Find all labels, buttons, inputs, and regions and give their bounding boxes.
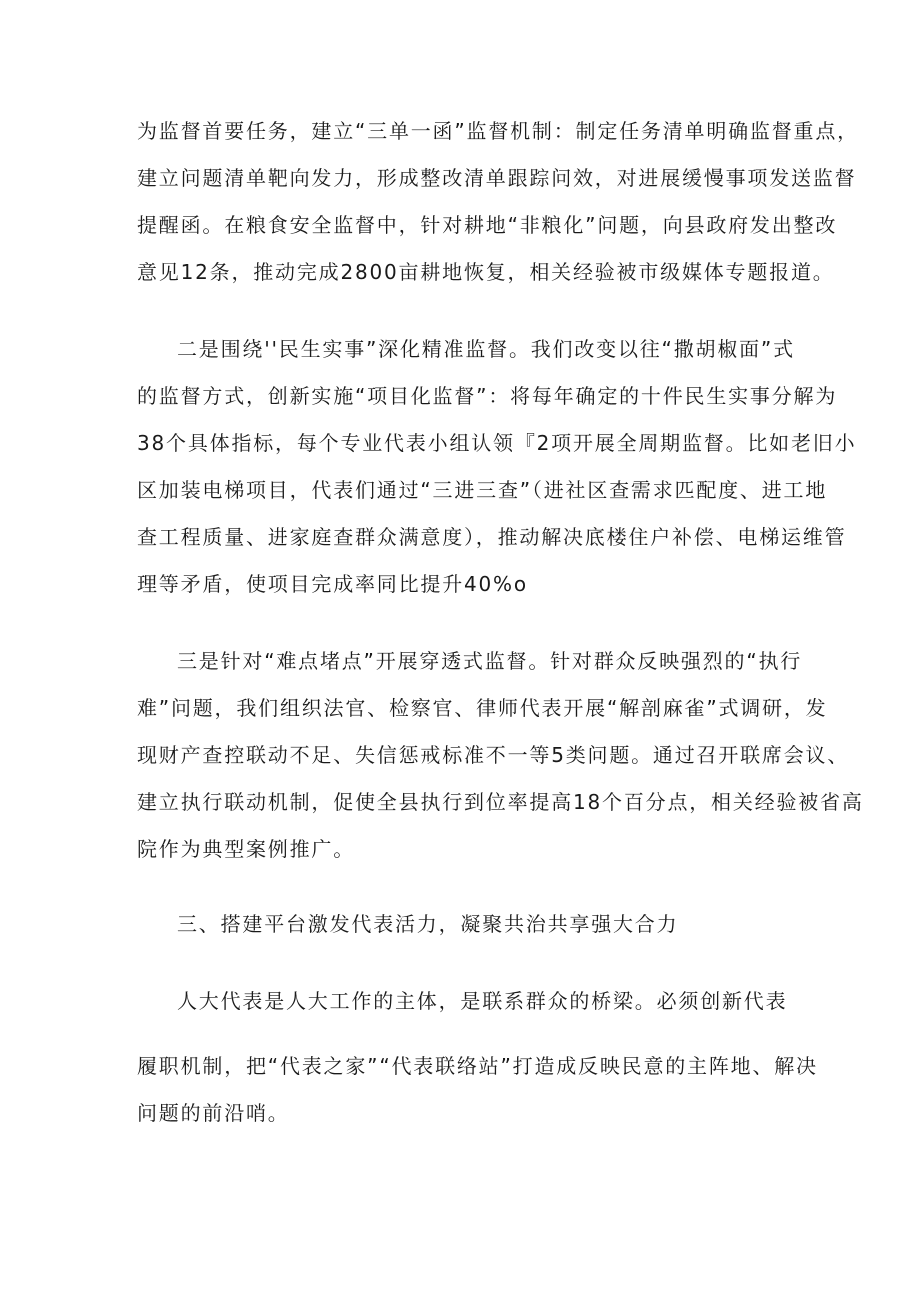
paragraph-1-line-1: 为监督首要任务，建立“三单一函”监督机制：制定任务清单明确监督重点，	[137, 119, 859, 143]
paragraph-3-line-1: 三是针对“难点堵点”开展穿透式监督。针对群众反映强烈的“执行	[177, 649, 803, 673]
paragraph-2-line-1: 二是围绕''民生实事”深化精准监督。我们改变以往“撒胡椒面”式	[177, 337, 795, 361]
paragraph-3-line-5: 院作为典型案例推广。	[137, 837, 355, 861]
paragraph-2-line-4: 区加装电梯项目，代表们通过“三进三查”（进社区查需求匹配度、进工地	[137, 478, 828, 502]
paragraph-3-line-3: 现财产查控联动不足、失信惩戒标准不一等5类问题。通过召开联席会议、	[137, 743, 850, 767]
section-heading: 三、搭建平台激发代表活力，凝聚共治共享强大合力	[177, 912, 679, 936]
paragraph-1-line-2: 建立问题清单靶向发力，形成整改清单跟踪问效，对进展缓慢事项发送监督	[137, 166, 857, 190]
paragraph-1-line-3: 提醒函。在粮食安全监督中，针对耕地“非粮化”问题，向县政府发出整改	[137, 213, 838, 237]
paragraph-2-line-3: 38个具体指标，每个专业代表小组认领『2项开展全周期监督。比如老旧小	[137, 431, 857, 455]
paragraph-4-line-1: 人大代表是人大工作的主体，是联系群众的桥梁。必须创新代表	[177, 989, 788, 1013]
paragraph-5-line-1: 履职机制，把“代表之家”“代表联络站”打造成反映民意的主阵地、解决	[137, 1054, 818, 1078]
paragraph-2-line-2: 的监督方式，创新实施“项目化监督”：将每年确定的十件民生实事分解为	[137, 384, 838, 408]
paragraph-2-line-6: 理等矛盾，使项目完成率同比提升40%o	[137, 572, 528, 596]
paragraph-5-line-2: 问题的前沿哨。	[137, 1101, 290, 1125]
paragraph-1-line-4: 意见12条，推动完成2800亩耕地恢复，相关经验被市级媒体专题报道。	[137, 260, 835, 284]
paragraph-3-line-2: 难”问题，我们组织法官、检察官、律师代表开展“解剖麻雀”式调研，发	[137, 696, 828, 720]
paragraph-3-line-4: 建立执行联动机制，促使全县执行到位率提高18个百分点，相关经验被省高	[137, 790, 864, 814]
paragraph-2-line-5: 查工程质量、进家庭查群众满意度），推动解决底楼住户补偿、电梯运维管	[137, 525, 847, 549]
